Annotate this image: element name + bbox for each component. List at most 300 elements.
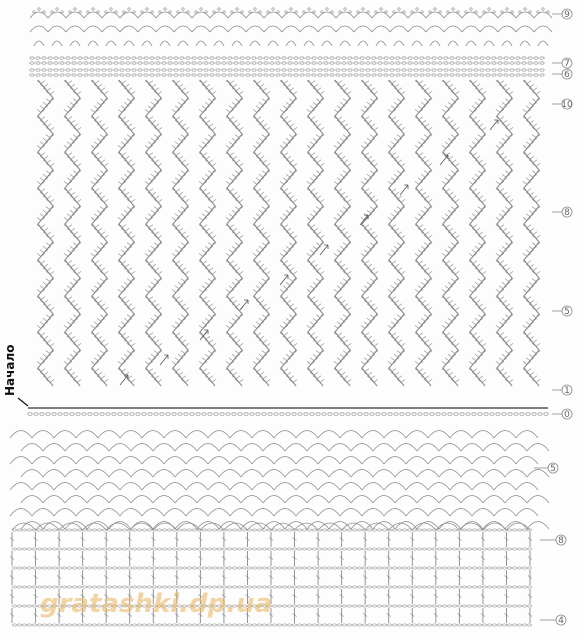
fan-stitch <box>388 361 392 364</box>
fan-stitch <box>43 210 47 213</box>
fan-stitch <box>506 304 510 307</box>
chain-stitch <box>118 624 122 626</box>
fan-stitch <box>131 127 135 130</box>
mesh-arch <box>516 457 538 465</box>
fan-stitch <box>317 340 321 343</box>
fan-stitch <box>253 181 257 184</box>
edging-arch <box>210 26 228 32</box>
chain-stitch <box>253 586 257 588</box>
chain-stitch <box>473 586 477 588</box>
fan-stitch <box>509 91 513 94</box>
fan-stitch <box>392 297 396 300</box>
fan-stitch <box>46 207 50 210</box>
fan-stitch <box>155 340 159 343</box>
chain-stitch <box>518 529 522 531</box>
chain-stitch <box>90 74 94 76</box>
fan-stitch <box>425 304 429 307</box>
chain-stitch <box>403 586 407 588</box>
mesh-arch <box>428 431 450 439</box>
chain-stitch <box>58 624 62 626</box>
chain-stitch <box>73 529 77 531</box>
chain-stitch <box>93 624 97 626</box>
chain-stitch <box>113 529 117 531</box>
chain-stitch <box>468 74 472 76</box>
fan-stitch <box>529 318 533 321</box>
fan-stitch <box>374 163 378 166</box>
fan-stitch <box>37 289 41 292</box>
mesh-arch <box>153 496 175 504</box>
fan-stitch <box>509 235 513 238</box>
chain-stitch <box>363 586 367 588</box>
mesh-arch <box>208 509 230 517</box>
fan-stitch <box>344 88 348 91</box>
fan-stitch <box>446 261 450 264</box>
fan-stitch <box>179 336 183 339</box>
fan-stitch <box>445 142 449 145</box>
fan-stitch <box>239 235 243 238</box>
fan-stitch <box>347 91 351 94</box>
mesh-arch <box>461 496 483 504</box>
fan-stitch <box>388 217 392 220</box>
fan-stitch <box>289 315 293 318</box>
fan-stitch <box>530 192 534 195</box>
fan-stitch <box>343 351 347 354</box>
chain-stitch <box>376 413 380 416</box>
fan-stitch <box>128 376 132 379</box>
chain-stitch <box>216 74 220 76</box>
fan-stitch <box>341 372 345 375</box>
chain-stitch <box>358 567 362 569</box>
fan-stitch <box>77 127 81 130</box>
chain-stitch <box>133 624 137 626</box>
mesh-arch <box>340 483 362 491</box>
chain-stitch <box>414 74 418 76</box>
chain-stitch <box>396 69 400 71</box>
fan-stitch <box>293 343 297 346</box>
chain-stitch <box>192 57 196 59</box>
fan-stitch <box>391 322 395 325</box>
chain-stitch <box>294 69 298 71</box>
chain-stitch <box>308 605 312 607</box>
fan-stitch <box>206 192 210 195</box>
edging-picot <box>231 11 233 13</box>
chain-stitch <box>366 57 370 59</box>
fan-stitch <box>317 232 321 235</box>
fan-stitch <box>395 192 399 195</box>
chain-stitch <box>363 548 367 550</box>
fan-stitch <box>530 300 534 303</box>
edging-picot <box>326 8 328 10</box>
chain-stitch <box>84 69 88 71</box>
fan-stitch <box>316 351 320 354</box>
chain-stitch <box>432 57 436 59</box>
fan-stitch <box>415 325 419 328</box>
fan-stitch <box>98 264 102 267</box>
chain-stitch <box>90 57 94 59</box>
fan-stitch <box>533 268 537 271</box>
fan-stitch <box>449 120 453 123</box>
chain-stitch <box>166 413 170 416</box>
fan-stitch <box>424 135 428 138</box>
chain-stitch <box>118 567 122 569</box>
fan-stitch <box>395 156 399 159</box>
fan-stitch <box>364 286 368 289</box>
chain-stitch <box>498 624 502 626</box>
chain-stitch <box>133 548 137 550</box>
fan-stitch <box>152 228 156 231</box>
chain-stitch <box>113 548 117 550</box>
fan-stitch <box>185 127 189 130</box>
fan-stitch <box>172 145 176 148</box>
fan-stitch <box>290 232 294 235</box>
chain-stitch <box>486 57 490 59</box>
fan-stitch <box>263 88 267 91</box>
fan-stitch <box>230 369 234 372</box>
fan-stitch <box>172 181 176 184</box>
chain-stitch <box>423 605 427 607</box>
fan-stitch <box>505 279 509 282</box>
fan-stitch <box>367 318 371 321</box>
mesh-arch <box>362 431 384 439</box>
fan-stitch <box>506 268 510 271</box>
fan-stitch <box>419 117 423 120</box>
chain-stitch <box>243 624 247 626</box>
fan-stitch <box>428 91 432 94</box>
chain-stitch <box>133 586 137 588</box>
fan-stitch <box>94 178 98 181</box>
fan-stitch <box>509 307 513 310</box>
fan-stitch <box>229 106 233 109</box>
edging-arch <box>66 26 84 32</box>
edging-scallop <box>408 12 426 18</box>
chain-stitch <box>143 624 147 626</box>
chain-stitch <box>68 529 72 531</box>
fan-stitch <box>478 99 482 102</box>
fan-stitch <box>388 289 392 292</box>
edging-picot <box>110 8 112 10</box>
chain-stitch <box>153 624 157 626</box>
fan-stitch <box>523 145 527 148</box>
mesh-arch <box>516 431 538 439</box>
fan-stitch <box>235 243 239 246</box>
chain-stitch <box>378 624 382 626</box>
mesh-arch <box>472 483 494 491</box>
chain-stitch <box>173 567 177 569</box>
fan-stitch <box>287 84 291 87</box>
fan-stitch <box>199 253 203 256</box>
fan-stitch <box>155 304 159 307</box>
fan-stitch <box>482 127 486 130</box>
fan-stitch <box>257 369 261 372</box>
fan-stitch <box>202 142 206 145</box>
chain-stitch <box>313 624 317 626</box>
fan-stitch <box>482 91 486 94</box>
chain-stitch <box>313 586 317 588</box>
fan-stitch <box>122 333 126 336</box>
fan-stitch <box>235 171 239 174</box>
fan-stitch <box>94 142 98 145</box>
chain-stitch <box>488 605 492 607</box>
mesh-arch <box>21 470 43 478</box>
chain-stitch <box>396 62 400 64</box>
fan-stitch <box>536 91 540 94</box>
fan-stitch <box>118 181 122 184</box>
fan-stitch <box>530 336 534 339</box>
chain-stitch <box>223 567 227 569</box>
fan-stitch <box>77 271 81 274</box>
fan-stitch <box>260 336 264 339</box>
fan-stitch <box>307 253 311 256</box>
mesh-arch <box>494 483 516 491</box>
chain-stitch <box>213 586 217 588</box>
fan-stitch <box>124 138 128 141</box>
chain-stitch <box>338 605 342 607</box>
mesh-arch <box>274 431 296 439</box>
fan-stitch <box>131 91 135 94</box>
fan-stitch <box>529 138 533 141</box>
chain-stitch <box>288 62 292 64</box>
fan-stitch <box>95 333 99 336</box>
fan-stitch <box>71 336 75 339</box>
edging-arch <box>268 41 278 46</box>
fan-stitch <box>391 358 395 361</box>
edging-scallop <box>174 12 192 18</box>
fan-stitch <box>415 145 419 148</box>
fan-stitch <box>104 127 108 130</box>
fan-stitch <box>475 138 479 141</box>
fan-stitch <box>502 282 506 285</box>
fan-stitch <box>155 232 159 235</box>
fan-stitch <box>307 289 311 292</box>
chain-stitch <box>13 605 17 607</box>
chain-stitch <box>252 62 256 64</box>
fan-stitch <box>428 127 432 130</box>
chain-stitch <box>88 413 92 416</box>
chain-stitch <box>258 586 262 588</box>
fan-stitch <box>149 261 153 264</box>
fan-stitch <box>314 192 318 195</box>
fan-stitch <box>101 196 105 199</box>
mesh-arch <box>384 457 406 465</box>
fan-stitch <box>499 178 503 181</box>
fan-stitch <box>506 196 510 199</box>
fan-stitch <box>418 106 422 109</box>
chain-stitch <box>163 586 167 588</box>
chain-stitch <box>358 586 362 588</box>
chain-stitch <box>308 624 312 626</box>
fan-stitch <box>364 322 368 325</box>
edging-picot <box>146 8 148 10</box>
chain-stitch <box>478 548 482 550</box>
fan-stitch <box>94 106 98 109</box>
chain-stitch <box>492 57 496 59</box>
chain-stitch <box>348 548 352 550</box>
chain-stitch <box>383 529 387 531</box>
fan-stitch <box>532 135 536 138</box>
chain-stitch <box>413 605 417 607</box>
edging-scallop <box>120 12 138 18</box>
fan-stitch <box>425 196 429 199</box>
edging-scallop <box>516 12 534 18</box>
fan-stitch <box>50 343 54 346</box>
chain-stitch <box>53 624 57 626</box>
chain-stitch <box>168 57 172 59</box>
mesh-arch <box>516 483 538 491</box>
fan-stitch <box>118 289 122 292</box>
fan-stitch <box>392 81 396 84</box>
chain-stitch <box>198 548 202 550</box>
fan-stitch <box>212 127 216 130</box>
chain-stitch <box>443 548 447 550</box>
chain-stitch <box>338 567 342 569</box>
chain-stitch <box>38 586 42 588</box>
fan-stitch <box>232 282 236 285</box>
chain-stitch <box>463 567 467 569</box>
fan-stitch <box>151 174 155 177</box>
fan-stitch <box>257 261 261 264</box>
mesh-arch <box>208 457 230 465</box>
chain-stitch <box>168 74 172 76</box>
chain-stitch <box>438 624 442 626</box>
mesh-arch <box>340 457 362 465</box>
fan-stitch <box>398 376 402 379</box>
chain-stitch <box>342 62 346 64</box>
fan-stitch <box>97 282 101 285</box>
chain-stitch <box>294 57 298 59</box>
fan-stitch <box>424 171 428 174</box>
fan-stitch <box>478 315 482 318</box>
mesh-arch <box>76 431 98 439</box>
edging-arch <box>322 41 332 46</box>
chain-stitch <box>158 529 162 531</box>
mesh-arch <box>395 470 417 478</box>
fan-stitch <box>175 142 179 145</box>
fan-stitch <box>175 358 179 361</box>
chain-stitch <box>78 548 82 550</box>
edging-arch <box>192 26 210 32</box>
fan-stitch <box>343 243 347 246</box>
fan-stitch <box>287 372 291 375</box>
chain-stitch <box>342 57 346 59</box>
fan-stitch <box>415 181 419 184</box>
fan-stitch <box>341 228 345 231</box>
fan-stitch <box>97 318 101 321</box>
chain-stitch <box>246 62 250 64</box>
fan-stitch <box>442 217 446 220</box>
chain-stitch <box>88 529 92 531</box>
fan-stitch <box>104 379 108 382</box>
fan-stitch <box>232 210 236 213</box>
fan-stitch <box>421 138 425 141</box>
fan-stitch <box>452 160 456 163</box>
chain-stitch <box>96 57 100 59</box>
chain-stitch <box>318 69 322 71</box>
fan-stitch <box>97 138 101 141</box>
fan-stitch <box>286 282 290 285</box>
edging-picot <box>277 11 279 13</box>
row-marker-lower-2 <box>540 535 566 546</box>
chain-stitch <box>36 69 40 71</box>
chain-stitch <box>46 413 50 416</box>
fan-stitch <box>209 232 213 235</box>
fan-stitch <box>262 315 266 318</box>
chain-stitch <box>423 548 427 550</box>
svg-text:8: 8 <box>564 208 570 218</box>
chain-stitch <box>214 413 218 416</box>
fan-stitch <box>212 199 216 202</box>
fan-stitch <box>371 124 375 127</box>
fan-stitch <box>370 135 374 138</box>
fan-stitch <box>398 232 402 235</box>
chain-stitch <box>282 74 286 76</box>
chain-stitch <box>63 529 67 531</box>
fan-stitch <box>181 171 185 174</box>
chain-stitch <box>472 413 476 416</box>
fan-stitch <box>314 84 318 87</box>
fan-stitch <box>428 235 432 238</box>
fan-stitch <box>428 307 432 310</box>
chain-stitch <box>498 586 502 588</box>
fan-stitch <box>509 127 513 130</box>
fan-stitch <box>236 304 240 307</box>
fan-stitch <box>50 379 54 382</box>
chain-stitch <box>462 62 466 64</box>
edging-arch <box>358 41 368 46</box>
fan-stitch <box>344 196 348 199</box>
fan-stitch <box>101 376 105 379</box>
edging-arch <box>502 41 512 46</box>
fan-stitch <box>394 210 398 213</box>
chain-stitch <box>36 57 40 59</box>
chain-stitch <box>190 413 194 416</box>
chain-stitch <box>186 57 190 59</box>
chain-stitch <box>504 57 508 59</box>
mesh-arch <box>483 496 505 504</box>
scallop-edging <box>30 8 552 76</box>
chain-stitch <box>43 586 47 588</box>
chain-stitch <box>503 605 507 607</box>
fan-stitch <box>422 120 426 123</box>
mesh-arch <box>230 483 252 491</box>
fan-stitch <box>479 232 483 235</box>
chain-stitch <box>414 69 418 71</box>
chain-stitch <box>28 605 32 607</box>
chain-stitch <box>163 567 167 569</box>
fan-stitch <box>496 109 500 112</box>
chain-stitch <box>393 529 397 531</box>
fan-stitch <box>320 91 324 94</box>
chain-stitch <box>468 62 472 64</box>
fan-stitch <box>203 117 207 120</box>
direction-arrow <box>240 300 248 310</box>
edging-arch <box>484 41 494 46</box>
fan-stitch <box>199 109 203 112</box>
fan-stitch <box>172 361 176 364</box>
fan-stitch <box>253 289 257 292</box>
fan-stitch <box>479 160 483 163</box>
chain-stitch <box>413 586 417 588</box>
fan-stitch <box>311 297 315 300</box>
fan-stitch <box>152 84 156 87</box>
fan-stitch <box>422 156 426 159</box>
mesh-arch <box>428 483 450 491</box>
chain-stitch <box>118 586 122 588</box>
fan-stitch <box>263 124 267 127</box>
edging-arch <box>196 41 206 46</box>
mesh-arch <box>65 496 87 504</box>
fan-stitch <box>532 207 536 210</box>
fan-stitch <box>287 300 291 303</box>
